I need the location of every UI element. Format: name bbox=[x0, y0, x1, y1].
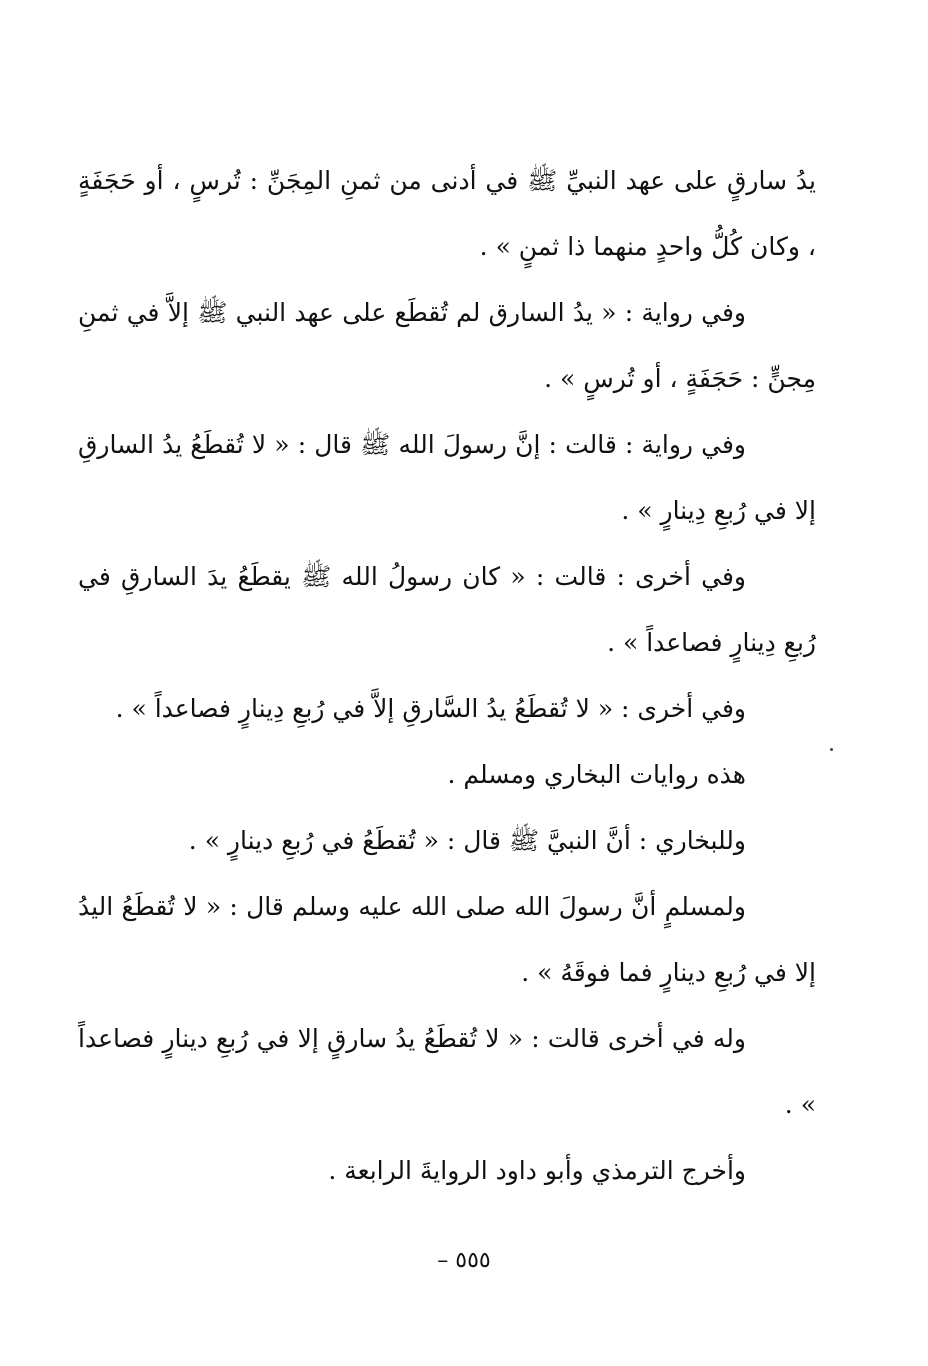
paragraph-narration-3: وفي أخرى : قالت : « كان رسولُ الله ﷺ يقطَعُ يدَ السارقِ في رُبعِ دِينارٍ فصاعداً » . bbox=[78, 562, 816, 657]
paragraph-tirmidhi-abudawud: وأخرج الترمذي وأبو داود الروايةَ الرابعة . bbox=[328, 1156, 746, 1185]
page-number: ٥٥٥ – bbox=[437, 1248, 491, 1273]
paragraph-narration-2: وفي رواية : قالت : إنَّ رسولَ الله ﷺ قال : « لا تُقطَعُ يدُ السارقِ إلا في رُبعِ دِينارٍ » . bbox=[78, 430, 816, 525]
paragraph-sources-note: هذه روايات البخاري ومسلم . bbox=[447, 760, 746, 789]
paragraph-narration-1: وفي رواية : « يدُ السارق لم تُقطَع على عهد النبي ﷺ إلاَّ في ثمنِ مِجنٍّ : حَجَفَةٍ ، أو تُرسٍ » . bbox=[78, 298, 816, 393]
paragraph-muslim-other: وله في أخرى قالت : « لا تُقطَعُ يدُ سارقٍ إلا في رُبعِ دينارٍ فصاعداً » . bbox=[78, 1024, 816, 1119]
paragraph-narration-4: وفي أخرى : « لا تُقطَعُ يدُ السَّارقِ إلاَّ في رُبعِ دِينارٍ فصاعداً » . bbox=[115, 694, 746, 723]
paragraph-continuation: يدُ سارقٍ على عهد النبيِّ ﷺ في أدنى من ثمنِ المِجَنِّ : تُرسٍ ، أو حَجَفَةٍ ، وكان كُلُّ واحدٍ منهما ذا ثمنٍ » . bbox=[78, 166, 816, 261]
paragraph-muslim: ولمسلمٍ أنَّ رسولَ الله صلى الله عليه وسلم قال : « لا تُقطَعُ اليدُ إلا في رُبعِ دينارٍ فما فوقَهُ » . bbox=[78, 892, 816, 987]
scan-speck bbox=[830, 748, 833, 751]
paragraph-bukhari: وللبخاري : أنَّ النبيَّ ﷺ قال : « تُقطَعُ في رُبعِ دينارٍ » . bbox=[188, 826, 746, 855]
body-text bbox=[78, 148, 816, 1204]
